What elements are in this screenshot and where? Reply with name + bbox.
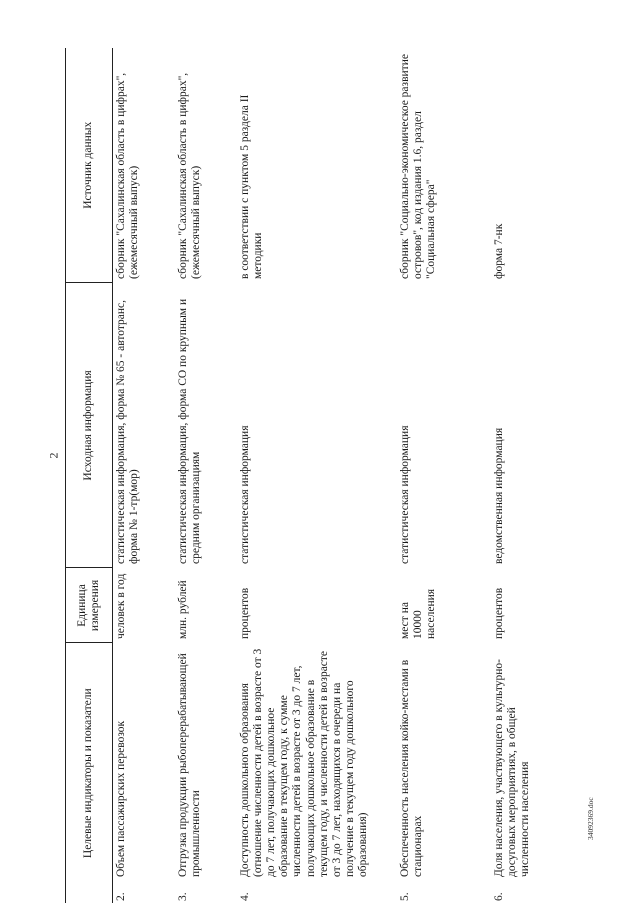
info-cell: статистическая информация <box>238 425 251 564</box>
indicator-cell: Объем пассажирских перевозок <box>115 720 127 877</box>
unit-cell: процентов <box>492 587 505 639</box>
indicator-cell: Обеспеченность населения койко-местами в стационарах <box>398 659 424 877</box>
rotated-table-container <box>65 48 580 903</box>
header-source: Источник данных <box>66 48 113 283</box>
header-info: Исходная информация <box>66 283 113 568</box>
table-row <box>113 48 175 903</box>
source-cell: сборник "Сахалинская область в цифрах", (ежемесячный выпуск) <box>115 72 141 279</box>
source-cell: сборник "Социально-экономическое развитие островов", код издания 1.6, раздел "Социальная сфера" <box>398 54 437 279</box>
indicator-cell: Доля населения, участвующего в культурно-досуговых мероприятиях, в общей численности населения <box>492 659 531 877</box>
unit-cell: процентов <box>238 587 251 639</box>
document-page <box>65 48 580 903</box>
header-unit: Единица измерения <box>66 568 113 643</box>
info-cell: статистическая информация, форма № 65 - автотранс, форма № 1-тр(мор) <box>115 299 141 564</box>
indicators-table <box>65 48 553 903</box>
indicator-cell: Доступность дошкольного образования (отношение численности детей в возрасте от 3 до 7 лет, получающих дошкольное образование в текущем году, к сумме численности детей в возрасте от 3 до 7 лет, получающих дошкольное образование в текущем году, и численности детей в возрасте от 3 до 7 лет, находящихся в очереди на получение в текущем году дошкольного образования) <box>238 648 370 877</box>
row-number: 3. <box>176 892 189 901</box>
row-number: 2. <box>115 892 127 901</box>
unit-cell: мест на 10000 населения <box>398 588 437 639</box>
table-header-row <box>66 48 113 903</box>
table-row <box>175 48 237 903</box>
unit-cell: млн. рублей <box>176 580 189 639</box>
source-cell: сборник "Сахалинская область в цифрах", (ежемесячный выпуск) <box>176 72 202 279</box>
source-cell: в соответствии с пунктом 5 раздела II методики <box>238 94 264 279</box>
table-row <box>237 48 397 903</box>
row-number: 5. <box>398 892 411 901</box>
page-number: 2 <box>46 452 61 459</box>
document-file-code: 34092369.doc <box>586 797 595 840</box>
table-row <box>491 48 553 903</box>
info-cell: статистическая информация, форма СО по крупным и средним организациям <box>176 298 202 564</box>
unit-cell: человек в год <box>115 573 127 639</box>
row-number: 6. <box>492 892 505 901</box>
info-cell: ведомственная информация <box>492 427 505 564</box>
indicator-cell: Отгрузка продукции рыбоперерабатывающей промышленности <box>176 653 202 877</box>
table-row <box>397 48 491 903</box>
row-number: 4. <box>238 892 251 901</box>
source-cell: форма 7-нк <box>492 223 505 279</box>
header-indicators: Целевые индикаторы и показатели <box>66 643 113 903</box>
info-cell: статистическая информация <box>398 425 411 564</box>
